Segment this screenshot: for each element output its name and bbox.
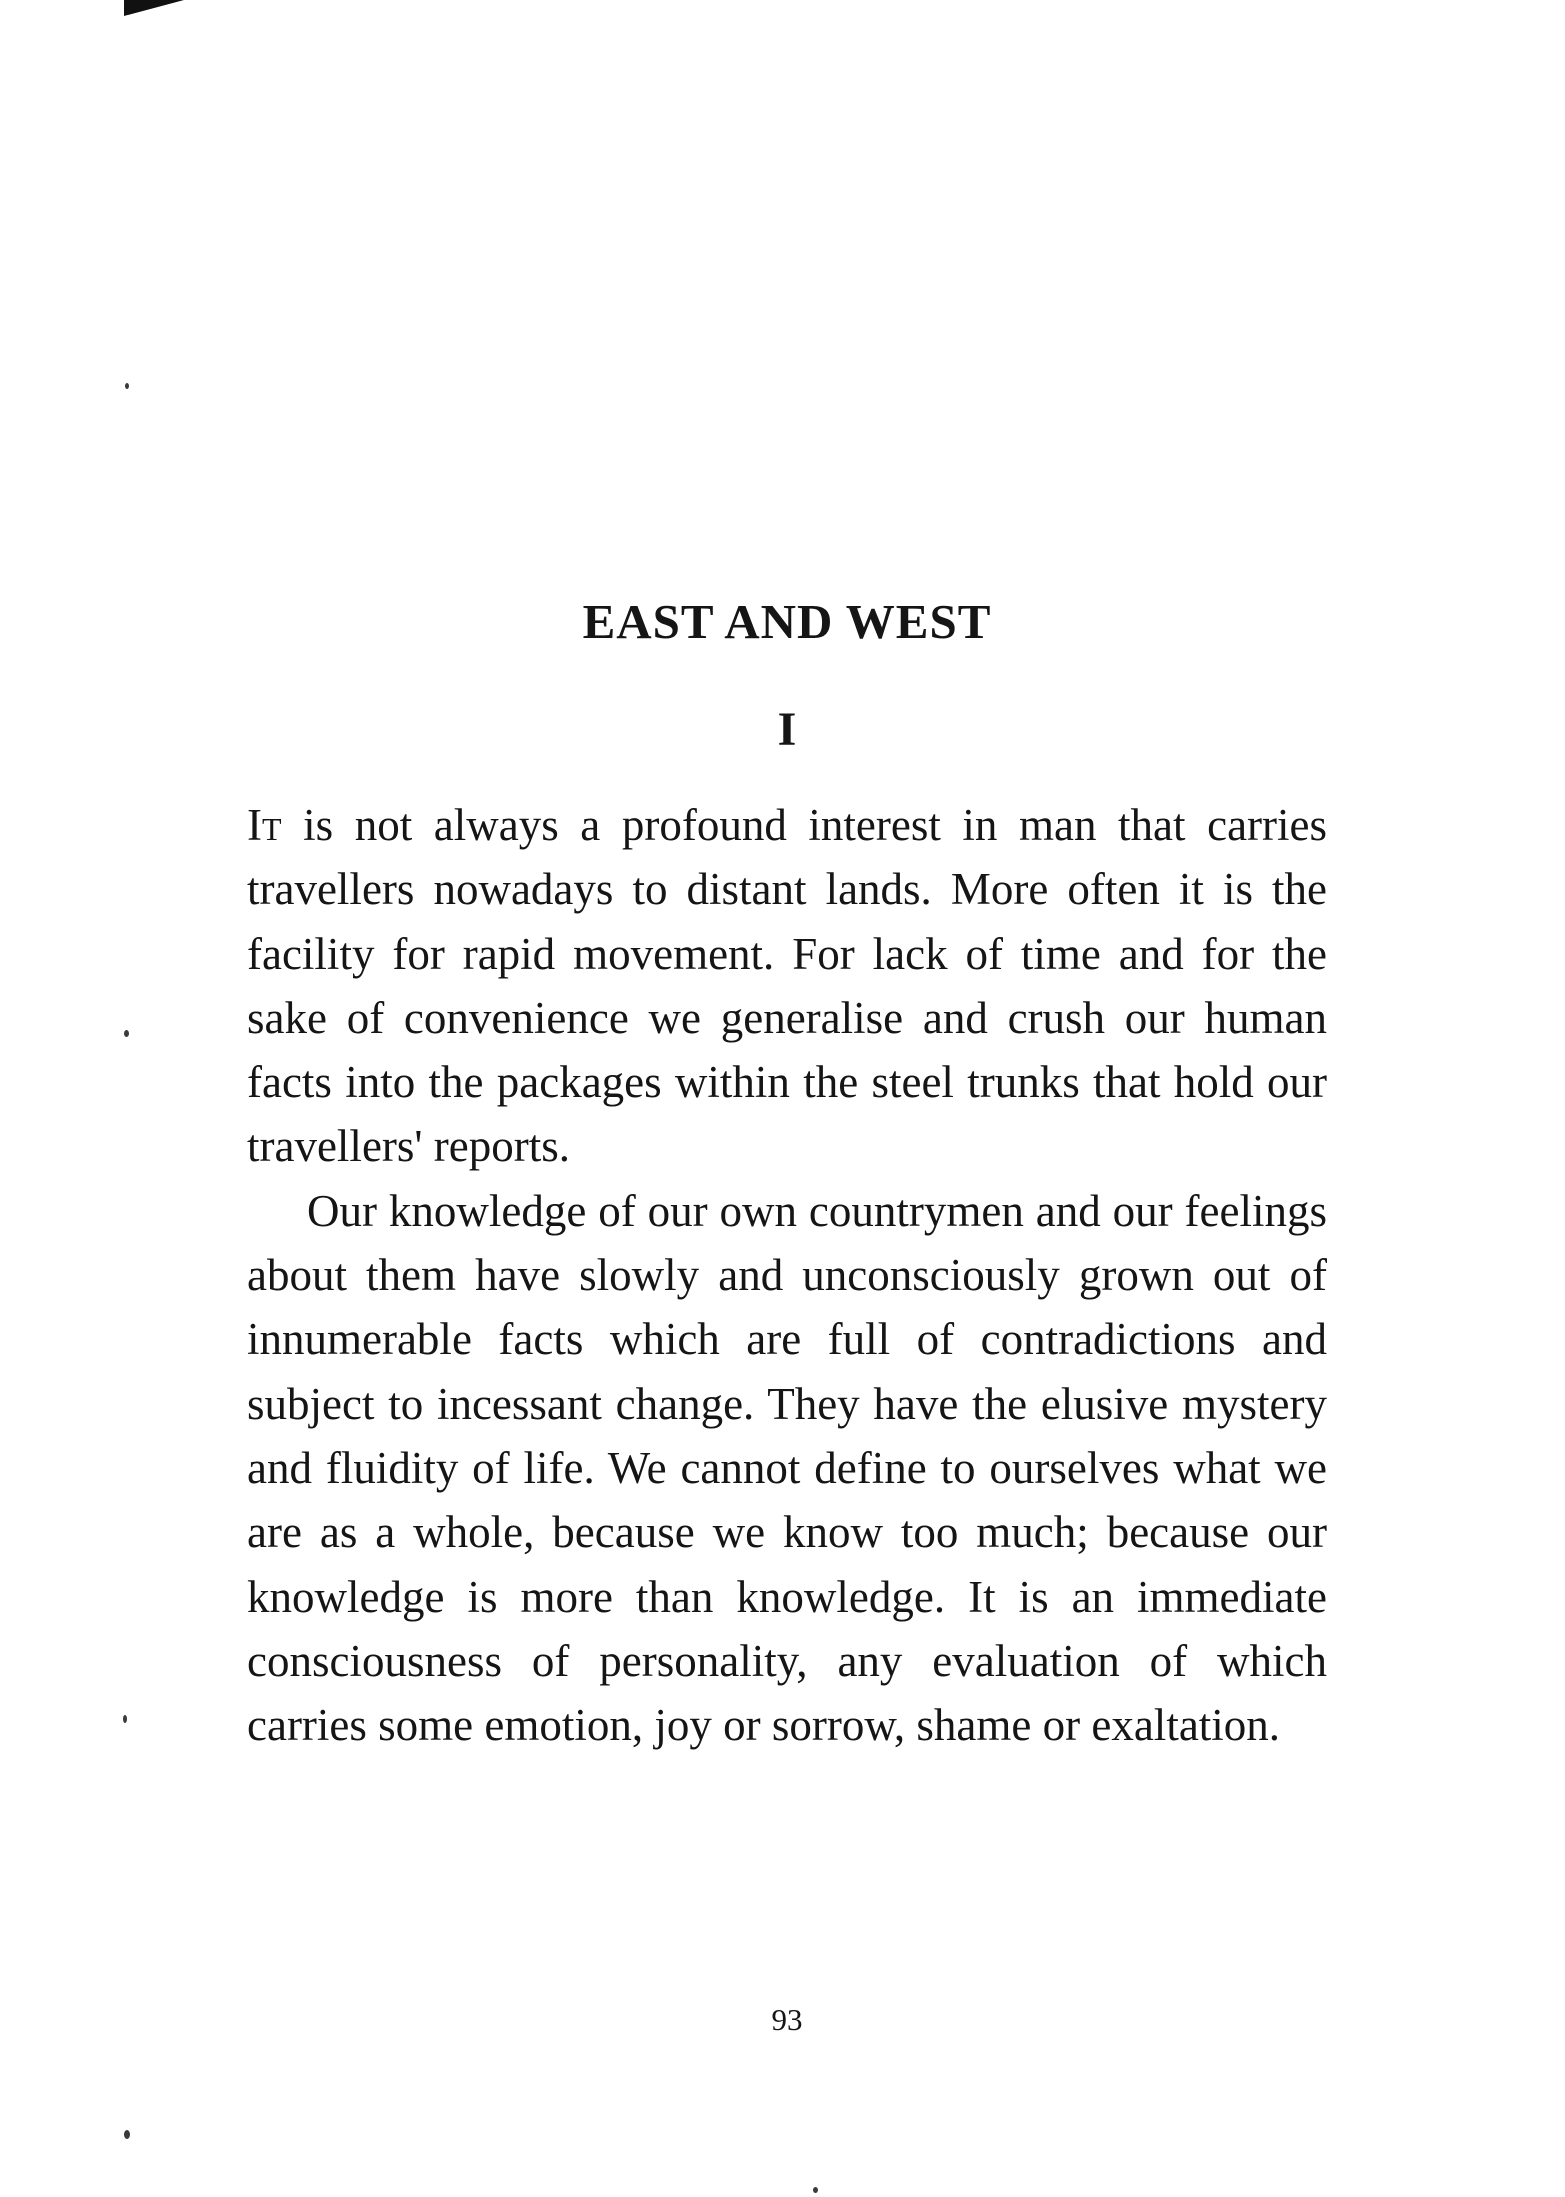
scan-corner-mark <box>124 0 184 20</box>
scan-speck <box>813 2187 818 2193</box>
paragraph-1-text: is not always a profound interest in man that carries travellers nowadays to distant lands. More often it is the facility for rapid movement. For lack of time and for the sake of convenience we generalise and crush our human facts into the packages within the steel trunks that hold our travellers' reports. <box>247 800 1327 1172</box>
page-number: 93 <box>771 2002 803 2037</box>
paragraph-1 <box>247 793 1327 1179</box>
chapter-title: EAST AND WEST <box>582 594 992 649</box>
paragraph-2: Our knowledge of our own countrymen and our feelings about them have slowly and unconsciously grown out of innumerable facts which are full of contradictions and subject to incessant change. They have the elusive mystery and fluidity of life. We cannot define to ourselves what we are as a whole, because we know too much; because our knowledge is more than knowledge. It is an immediate consciousness of personality, any evaluation of which carries some emotion, joy or sorrow, shame or exaltation. <box>247 1185 1327 1751</box>
scan-speck <box>123 1715 127 1723</box>
scan-speck <box>124 2130 130 2139</box>
paragraph-1-opening: It <box>247 800 282 850</box>
body-text <box>247 793 1327 1757</box>
scan-speck <box>124 1030 129 1037</box>
section-number: I <box>777 703 797 756</box>
scan-speck <box>125 383 129 389</box>
